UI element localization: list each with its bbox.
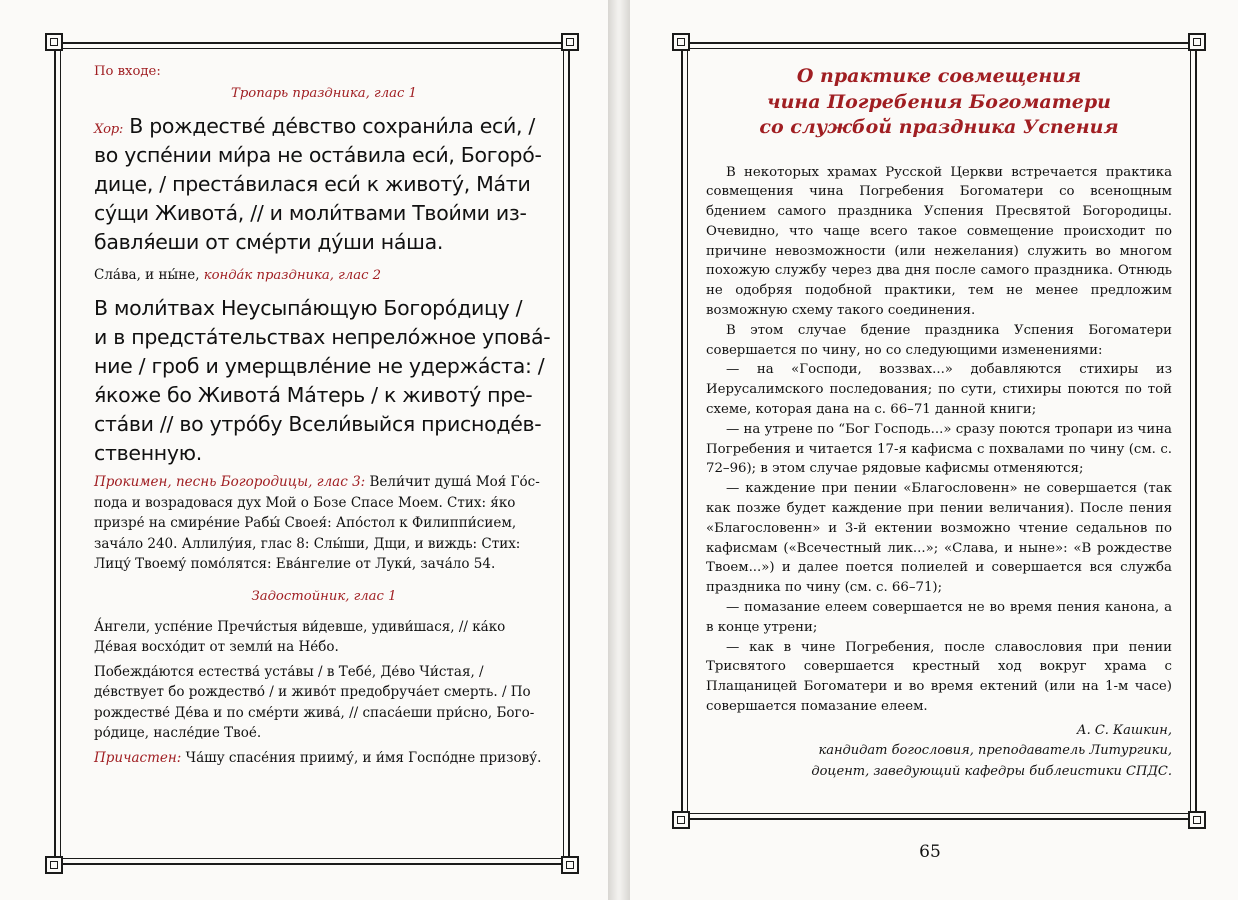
prokimen-label: Прокимен, песнь Богородицы, глас 3: bbox=[94, 474, 366, 490]
troparion-line: В рождестве́ де́вство сохрани́ла еси́, / bbox=[129, 114, 536, 138]
troparion-text bbox=[94, 112, 554, 257]
author-title: кандидат богословия, преподаватель Литургики, bbox=[818, 743, 1172, 759]
kontakion-line: ние / гроб и умерщвле́ние не удержа́ста: / bbox=[94, 354, 545, 378]
zadostoinik-text bbox=[94, 617, 554, 744]
zadostoinik-line: Де́вая восхо́дит от земли́ на Не́бо. bbox=[94, 639, 339, 655]
zadostoinik-line: ро́дице, насле́дие Твое́. bbox=[94, 725, 262, 741]
entrance-label: По входе: bbox=[94, 64, 161, 79]
kontakion-line: ственную. bbox=[94, 441, 202, 465]
page-number: 65 bbox=[919, 842, 941, 862]
kontakion-line: и в предста́тельствах непрело́жное упова́- bbox=[94, 325, 551, 349]
troparion-line: дице, / преста́вилася еси́ к животу́, Ма́ти bbox=[94, 172, 531, 196]
author-name: А. С. Кашкин, bbox=[1076, 722, 1172, 738]
article-signature bbox=[706, 721, 1172, 783]
left-page-content bbox=[94, 62, 554, 768]
article-paragraph: — помазание елеем совершается не во время пения канона, а в конце утрени; bbox=[706, 600, 1172, 635]
kontakion-heading: конда́к праздника, глас 2 bbox=[203, 268, 382, 283]
article-paragraph: В некоторых храмах Русской Церкви встречается практика совмещения чина Погребения Богоматери со всенощным бдением самого праздника Успения Пресвятой Богородицы. Очевидно, что чаще всего такое совмещение происходит по причине невозможности (или нежелания) служить во многом похожую службу через два дня после самого праздника. Отнюдь не одобряя подобной практики, тем не менее предложим возможную схему такого соединения. bbox=[706, 164, 1172, 319]
article-paragraph: — каждение при пении «Благословенн» не совершается (так как позже будет каждение при пении величания). После пения «Благословенн» и 3-й ектении возможно чтение седальнов по кафисмам («Всечестный лик...»; «Слава, и ныне»: «В рождестве Твоем...») и далее поется полиелей и совершается вся служба праздника по чину (см. с. 66–71); bbox=[706, 481, 1172, 596]
author-title: доцент, заведующий кафедры библеистики СПДС. bbox=[811, 763, 1172, 779]
troparion-line: во успе́нии ми́ра не оста́вила еси́, Богоро́- bbox=[94, 143, 542, 167]
left-page bbox=[0, 0, 608, 900]
prokimen-line: пода и возрадовася дух Мой о Бозе Спасе Моем. Стих: я́ко bbox=[94, 494, 516, 511]
troparion-heading: Тропарь праздника, глас 1 bbox=[231, 86, 417, 101]
book-gutter bbox=[608, 0, 630, 900]
troparion-line: су́щи Живота́, // и моли́твами Твои́ми из- bbox=[94, 201, 527, 225]
prokimen-line: Вели́чит душа́ Моя́ Го́с- bbox=[369, 474, 540, 490]
article-paragraph: В этом случае бдение праздника Успения Богоматери совершается по чину, но со следующими изменениями: bbox=[706, 322, 1172, 358]
article-title-line: со службой праздника Успения bbox=[759, 116, 1119, 138]
prokimen-line: зача́ло 240. Аллилу́ия, глас 8: Слы́ши, Дщи, и виждь: Стих: bbox=[94, 535, 521, 552]
article-paragraph: — на утрене по “Бог Господь...» сразу поются тропари из чина Погребения и читается 17-я кафисма с похвалами по чину (см. с. 72–96); в этом случае рядовые кафисмы отменяются; bbox=[706, 421, 1172, 477]
article-title-line: чина Погребения Богоматери bbox=[766, 90, 1111, 113]
kontakion-line: ста́ви // во утро́бу Всели́выйся приснoде́в- bbox=[94, 412, 542, 436]
glory-line bbox=[94, 265, 554, 286]
zadostoinik-line: рождестве́ Де́ва и по сме́рти жива́, // спаса́еши при́сно, Бого- bbox=[94, 704, 535, 721]
communion-line bbox=[94, 748, 554, 769]
right-page-content bbox=[706, 62, 1172, 782]
communion-label: Причастен: bbox=[94, 749, 182, 766]
zadostoinik-line: А́нгели, успе́ние Пречи́стыя ви́девше, удиви́шася, // ка́ко bbox=[94, 618, 506, 635]
glory-text: Сла́ва, и ны́не, bbox=[94, 267, 200, 283]
article-title-line: О практике совмещения bbox=[796, 65, 1082, 87]
zadostoinik-line: де́вствует бо рождество́ / и живо́т предобруча́ет смерть. / По bbox=[94, 684, 531, 700]
kontakion-text bbox=[94, 294, 554, 468]
troparion-line: бавля́еши от сме́рти ду́ши на́ша. bbox=[94, 230, 444, 254]
communion-text: Ча́шу спасе́ния прииму́, и и́мя Госпо́дне призову́. bbox=[185, 749, 542, 766]
article-paragraph: — на «Господи, воззвах...» добавляются стихиры из Иерусалимского последования; по сути, стихиры поются по той схеме, которая дана на с. 66–71 данной книги; bbox=[706, 362, 1172, 418]
prokimen-block bbox=[94, 472, 554, 575]
zadostoinik-heading: Задостойник, глас 1 bbox=[251, 588, 397, 604]
choir-label: Хор: bbox=[94, 122, 124, 137]
zadostoinik-line: Побежда́ются естества́ уста́вы / в Тебе́, Де́во Чи́стая, / bbox=[94, 663, 484, 680]
article-paragraph: — как в чине Погребения, после славословия при пении Трисвятого совершается крестный ход вокруг храма с Плащаницей Богоматери и во время ектений (или на 1-м часе) совершается помазание елеем. bbox=[706, 639, 1172, 715]
prokimen-line: призре́ на смире́ние Рабы́ Своея́: Апо́стол к Филиппи́сием, bbox=[94, 515, 517, 531]
article-body bbox=[706, 163, 1172, 717]
kontakion-line: В моли́твах Неусыпа́ющую Богоро́дицу / bbox=[94, 296, 523, 320]
prokimen-line: Лицу́ Твоему́ помо́лятся: Ева́нгелие от Луки́, зача́ло 54. bbox=[94, 556, 496, 572]
kontakion-line: я́коже бо Живота́ Ма́терь / к животу́ пре- bbox=[94, 383, 533, 407]
article-title bbox=[706, 64, 1172, 141]
